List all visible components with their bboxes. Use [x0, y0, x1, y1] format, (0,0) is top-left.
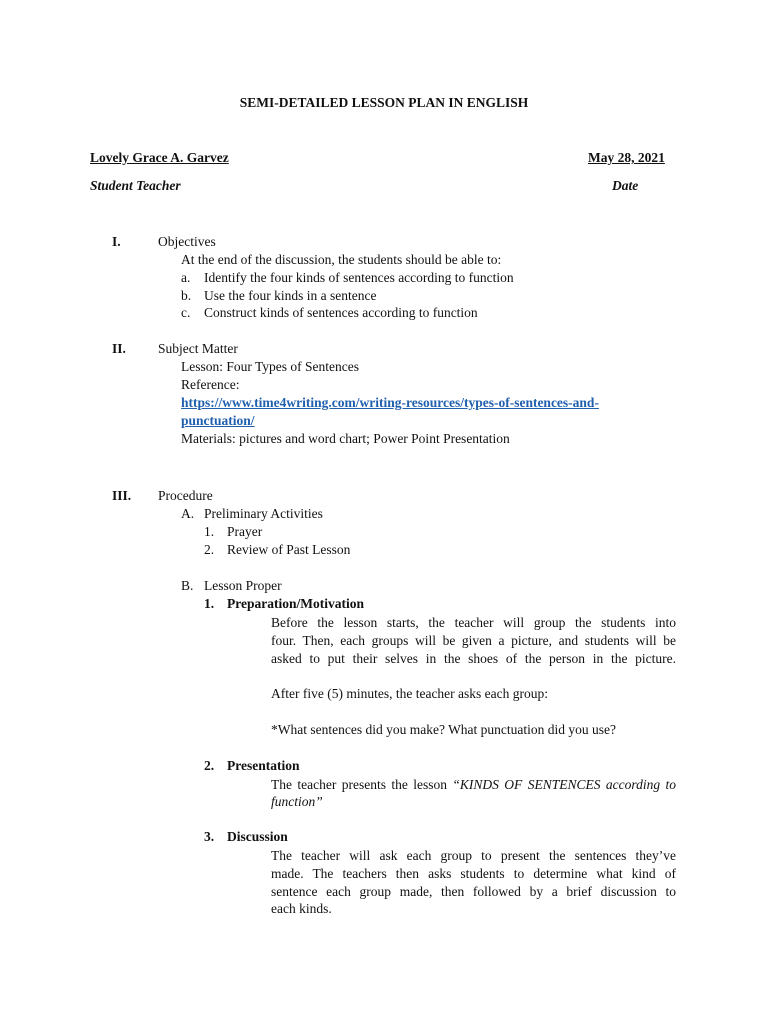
section-numeral: II.	[112, 341, 126, 356]
paragraph-line: The teacher will ask each group to present the sentences they’ve	[271, 848, 676, 863]
reference-link[interactable]: https://www.time4writing.com/writing-resources/types-of-sentences-and-	[181, 395, 599, 410]
paragraph-line	[271, 776, 676, 794]
list-marker: 1.	[204, 596, 215, 611]
lesson-proper-label: Lesson Proper	[204, 578, 282, 593]
paragraph-line: Before the lesson starts, the teacher will group the students into	[271, 615, 676, 630]
paragraph-line: made. The teachers then asks students to determine what kind of	[271, 866, 676, 881]
reference-link-continued[interactable]: punctuation/	[181, 413, 255, 428]
list-marker: A.	[181, 506, 195, 521]
objective-item: Construct kinds of sentences according to function	[204, 305, 478, 320]
list-marker: 2.	[204, 758, 215, 773]
section-heading: Procedure	[158, 488, 213, 503]
section-numeral: I.	[112, 234, 121, 249]
list-marker: b.	[181, 288, 192, 303]
date-label: Date	[612, 178, 639, 193]
presentation-lead: The teacher presents the lesson	[271, 777, 453, 792]
reference-label: Reference:	[181, 377, 240, 392]
preliminary-item: Review of Past Lesson	[227, 542, 351, 557]
list-marker: B.	[181, 578, 194, 593]
step-title: Presentation	[227, 758, 300, 773]
objective-item: Identify the four kinds of sentences according to function	[204, 270, 514, 285]
paragraph-line: four. Then, each groups will be given a picture, and students will be	[271, 633, 676, 648]
materials: Materials: pictures and word chart; Power Point Presentation	[181, 431, 510, 446]
paragraph-line: each kinds.	[271, 901, 332, 916]
objectives-intro: At the end of the discussion, the students should be able to:	[181, 252, 502, 267]
list-marker: c.	[181, 305, 191, 320]
lesson-topic: Lesson: Four Types of Sentences	[181, 359, 360, 374]
paragraph-line: asked to put their selves in the shoes of the person in the picture.	[271, 651, 676, 666]
list-marker: 1.	[204, 524, 215, 539]
paragraph-line: sentence each group made, then followed by a brief discussion to	[271, 884, 676, 899]
section-heading: Subject Matter	[158, 341, 238, 356]
list-marker: 2.	[204, 542, 215, 557]
lesson-title-quote: “KINDS OF SENTENCES according to	[452, 777, 676, 792]
lesson-date: May 28, 2021	[588, 150, 665, 165]
paragraph: After five (5) minutes, the teacher asks each group:	[271, 686, 549, 701]
list-marker: a.	[181, 270, 191, 285]
teacher-role-label: Student Teacher	[90, 178, 181, 193]
step-title: Discussion	[227, 829, 288, 844]
discussion-question: *What sentences did you make? What punctuation did you use?	[271, 722, 617, 737]
step-title: Preparation/Motivation	[227, 596, 364, 611]
section-heading: Objectives	[158, 234, 216, 249]
lesson-title-quote-continued: function”	[271, 794, 323, 809]
list-marker: 3.	[204, 829, 215, 844]
preliminary-activities-label: Preliminary Activities	[204, 506, 323, 521]
preliminary-item: Prayer	[227, 524, 263, 539]
section-numeral: III.	[112, 488, 132, 503]
objective-item: Use the four kinds in a sentence	[204, 288, 377, 303]
document-title: SEMI-DETAILED LESSON PLAN IN ENGLISH	[239, 95, 529, 110]
teacher-name: Lovely Grace A. Garvez	[90, 150, 229, 165]
